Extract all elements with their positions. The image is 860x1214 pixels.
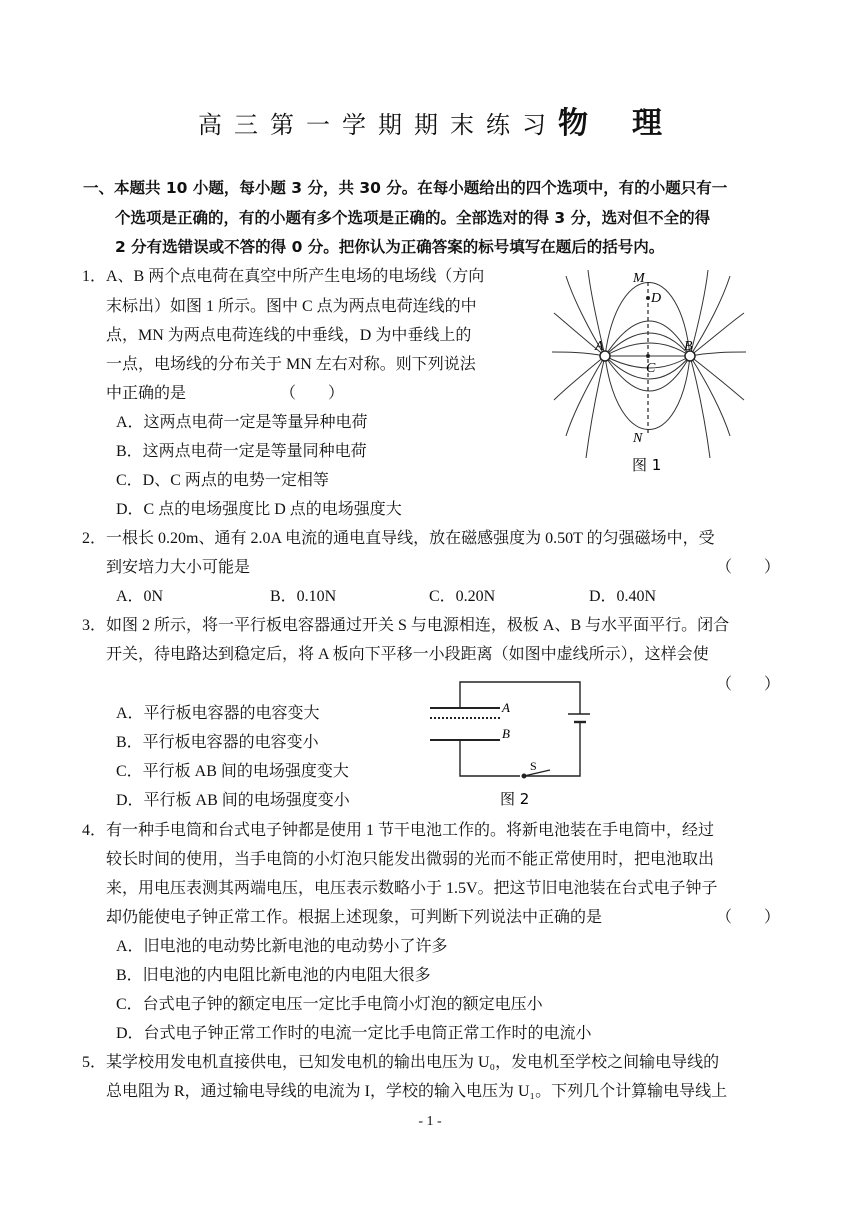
q4-line3: 来，用电压表测其两端电压，电压表示数略小于 1.5V。把这节旧电池装在台式电子钟子	[106, 880, 718, 897]
fig2-caption: 图 2	[500, 790, 530, 808]
fig1-caption: 图 1	[632, 456, 662, 474]
q4-option-b: B．旧电池的内电阻比新电池的内电阻大很多	[116, 967, 431, 984]
fig2-label-b: B	[502, 726, 510, 741]
q4-line1: 4．有一种手电筒和台式电子钟都是使用 1 节干电池工作的。将新电池装在手电筒中，经过	[82, 822, 715, 839]
q1-line3: 点，MN 为两点电荷连线的中垂线，D 为中垂线上的	[106, 327, 472, 344]
fig1-label-m: M	[633, 271, 645, 286]
q1-option-a: A．这两点电荷一定是等量异种电荷	[116, 414, 368, 431]
q4-answer-paren: （ ）	[716, 909, 781, 926]
q4-option-d: D．台式电子钟正常工作时的电流一定比手电筒正常工作时的电流小	[116, 1025, 592, 1042]
q4-option-c: C．台式电子钟的额定电压一定比手电筒小灯泡的额定电压小	[116, 996, 543, 1013]
q1-option-c: C．D、C 两点的电势一定相等	[116, 472, 329, 489]
fig2-label-a: A	[502, 700, 510, 715]
q3-option-a: A．平行板电容器的电容变大	[116, 705, 320, 722]
q2-option-a: A．0N	[116, 588, 164, 605]
section1-line3: 2 分有选错误或不答的得 0 分。把你认为正确答案的标号填写在题后的括号内。	[115, 238, 665, 256]
fig1-label-c: C	[646, 361, 656, 376]
figure2-circuit	[420, 674, 590, 814]
title-subject-a: 物	[558, 106, 588, 141]
q1-line1: 1．A、B 两个点电荷在真空中所产生电场的电场线（方向	[82, 268, 485, 285]
q2-line1: 2．一根长 0.20m、通有 2.0A 电流的通电直导线，放在磁感强度为 0.50T 的匀强磁场中，受	[82, 530, 715, 547]
q5-line2: 总电阻为 R，通过输电导线的电流为 I，学校的输入电压为 U₁。下列几个计算输电导线上	[106, 1083, 728, 1100]
q3-line1: 3．如图 2 所示，将一平行板电容器通过开关 S 与电源相连，极板 A、B 与水平面平行。闭合	[82, 617, 730, 634]
q3-line2: 开关，待电路达到稳定后，将 A 板向下平移一小段距离（如图中虚线所示），这样会使	[106, 646, 709, 663]
q5-line1: 5．某学校用发电机直接供电，已知发电机的输出电压为 U₀，发电机至学校之间输电导线的	[82, 1054, 720, 1071]
q2-option-b: B．0.10N	[270, 588, 337, 605]
q1-line4: 一点，电场线的分布关于 MN 左右对称。则下列说法	[106, 356, 476, 373]
q4-line2: 较长时间的使用，当手电筒的小灯泡只能发出微弱的光而不能正常使用时，把电池取出	[106, 851, 715, 868]
q1-option-d: D．C 点的电场强度比 D 点的电场强度大	[116, 501, 402, 518]
q3-option-b: B．平行板电容器的电容变小	[116, 734, 319, 751]
fig1-label-d: D	[651, 291, 662, 306]
title-main: 高三第一学期期末练习	[198, 113, 558, 139]
page-title	[0, 106, 860, 144]
fig2-label-s: S	[530, 759, 537, 773]
q2-line2: 到安培力大小可能是	[106, 559, 251, 576]
fig1-label-n: N	[633, 431, 643, 446]
q3-option-c: C．平行板 AB 间的电场强度变大	[116, 763, 349, 780]
q1-option-b: B．这两点电荷一定是等量同种电荷	[116, 443, 367, 460]
figure1-field-lines	[548, 268, 760, 478]
section1-line1: 一、本题共 10 小题，每小题 3 分，共 30 分。在每小题给出的四个选项中，有的小题只有一	[83, 179, 728, 197]
q4-option-a: A．旧电池的电动势比新电池的电动势小了许多	[116, 938, 448, 955]
q1-line5: 中正确的是	[106, 385, 187, 402]
page-number: - 1 -	[418, 1114, 442, 1129]
fig1-label-b: B	[684, 339, 693, 354]
q3-option-d: D．平行板 AB 间的电场强度变小	[116, 792, 350, 809]
q4-line4: 却仍能使电子钟正常工作。根据上述现象，可判断下列说法中正确的是	[106, 909, 603, 926]
title-subject-b: 理	[632, 106, 662, 141]
section1-line2: 个选项是正确的，有的小题有多个选项是正确的。全部选对的得 3 分，选对但不全的得	[115, 209, 711, 227]
q1-line2: 末标出）如图 1 所示。图中 C 点为两点电荷连线的中	[106, 298, 477, 315]
q2-option-d: D．0.40N	[589, 588, 657, 605]
q1-answer-paren: （ ）	[280, 385, 345, 402]
fig1-label-a: A	[595, 339, 604, 354]
q2-answer-paren: （ ）	[716, 559, 781, 576]
q3-answer-paren: （ ）	[716, 676, 781, 693]
q2-option-c: C．0.20N	[429, 588, 496, 605]
